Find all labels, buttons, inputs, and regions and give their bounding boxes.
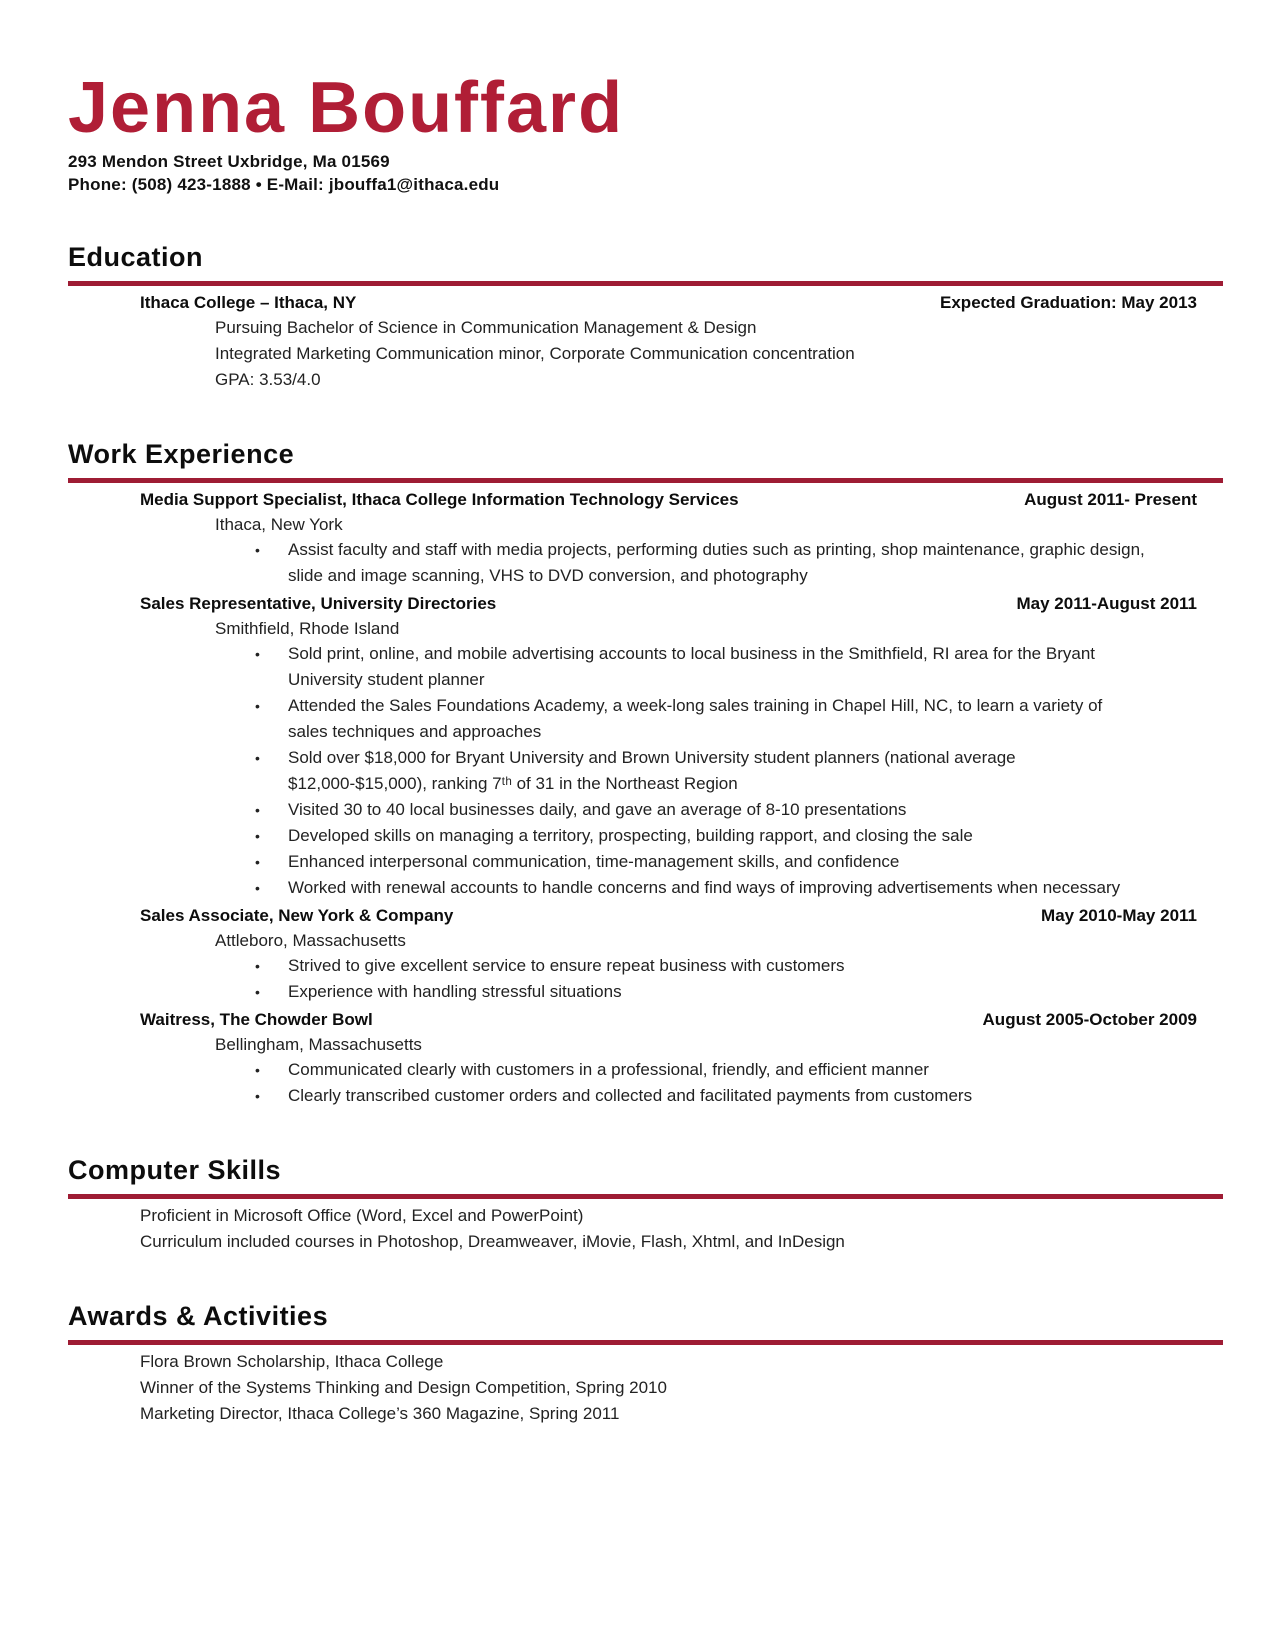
job-entry bbox=[68, 903, 1223, 1005]
bullet-text: Sold over $18,000 for Bryant University and Brown University student planners (national average $12,000-$15,000), ranking 7ᵗʰ of 31 in the Northeast Region bbox=[288, 748, 1016, 793]
work-rule bbox=[68, 478, 1223, 483]
job-bullet bbox=[68, 1083, 1223, 1109]
education-rule bbox=[68, 281, 1223, 286]
bullet-text: Sold print, online, and mobile advertising accounts to local business in the Smithfield, RI area for the Bryant University student planner bbox=[288, 644, 1095, 689]
awards-rule bbox=[68, 1340, 1223, 1345]
computer-skills-rule bbox=[68, 1194, 1223, 1199]
job-bullet bbox=[68, 693, 1223, 745]
section-work-experience bbox=[68, 439, 1223, 1109]
job-entry-head bbox=[68, 591, 1223, 616]
graduation-date: Expected Graduation: May 2013 bbox=[940, 293, 1197, 312]
job-entry bbox=[68, 1007, 1223, 1109]
bullet-text: Attended the Sales Foundations Academy, a week-long sales training in Chapel Hill, NC, to learn a variety of sales techniques and approaches bbox=[288, 696, 1103, 741]
education-detail: Pursuing Bachelor of Science in Communication Management & Design bbox=[215, 318, 757, 337]
education-detail: GPA: 3.53/4.0 bbox=[215, 370, 321, 389]
job-title: Sales Associate, New York & Company bbox=[140, 906, 454, 925]
bullet-icon: • bbox=[255, 984, 260, 1000]
bullet-icon: • bbox=[255, 880, 260, 896]
computer-skills-heading: Computer Skills bbox=[68, 1155, 282, 1185]
job-bullet bbox=[68, 849, 1223, 875]
bullet-text: Assist faculty and staff with media projects, performing duties such as printing, shop maintenance, graphic design, slide and image scanning, VHS to DVD conversion, and photography bbox=[288, 540, 1145, 585]
skills-line: Proficient in Microsoft Office (Word, Excel and PowerPoint) bbox=[140, 1206, 584, 1225]
job-location: Bellingham, Massachusetts bbox=[215, 1035, 422, 1054]
bullet-text: Clearly transcribed customer orders and collected and facilitated payments from customers bbox=[288, 1086, 973, 1105]
resume-header bbox=[68, 70, 1223, 196]
job-bullet bbox=[68, 823, 1223, 849]
job-bullet bbox=[68, 537, 1223, 589]
job-bullet bbox=[68, 797, 1223, 823]
job-entry-head bbox=[68, 903, 1223, 928]
education-heading: Education bbox=[68, 242, 204, 272]
job-entry-head bbox=[68, 487, 1223, 512]
job-date: May 2011-August 2011 bbox=[1016, 594, 1197, 613]
bullet-icon: • bbox=[255, 1088, 260, 1104]
job-bullet bbox=[68, 875, 1223, 901]
bullet-icon: • bbox=[255, 802, 260, 818]
bullet-icon: • bbox=[255, 958, 260, 974]
bullet-icon: • bbox=[255, 854, 260, 870]
job-date: August 2011- Present bbox=[1024, 490, 1197, 509]
award-line: Flora Brown Scholarship, Ithaca College bbox=[140, 1352, 444, 1371]
bullet-text: Developed skills on managing a territory, prospecting, building rapport, and closing the sale bbox=[288, 826, 973, 845]
bullet-icon: • bbox=[255, 646, 260, 662]
skills-line: Curriculum included courses in Photoshop, Dreamweaver, iMovie, Flash, Xhtml, and InDesign bbox=[140, 1232, 845, 1251]
bullet-text: Enhanced interpersonal communication, time-management skills, and confidence bbox=[288, 852, 900, 871]
section-awards-activities bbox=[68, 1301, 1223, 1427]
job-bullet bbox=[68, 953, 1223, 979]
job-title: Media Support Specialist, Ithaca College Information Technology Services bbox=[140, 490, 739, 509]
bullet-text: Worked with renewal accounts to handle concerns and find ways of improving advertisements when necessary bbox=[288, 878, 1121, 897]
bullet-text: Strived to give excellent service to ensure repeat business with customers bbox=[288, 956, 845, 975]
job-entry bbox=[68, 487, 1223, 589]
job-title: Waitress, The Chowder Bowl bbox=[140, 1010, 373, 1029]
bullet-icon: • bbox=[255, 1062, 260, 1078]
school-name: Ithaca College – Ithaca, NY bbox=[140, 293, 357, 312]
section-education bbox=[68, 242, 1223, 393]
bullet-text: Visited 30 to 40 local businesses daily, and gave an average of 8-10 presentations bbox=[288, 800, 907, 819]
job-bullet bbox=[68, 745, 1223, 797]
job-entry-head bbox=[68, 1007, 1223, 1032]
job-bullet bbox=[68, 641, 1223, 693]
bullet-text: Experience with handling stressful situations bbox=[288, 982, 622, 1001]
job-date: August 2005-October 2009 bbox=[982, 1010, 1197, 1029]
job-bullet bbox=[68, 1057, 1223, 1083]
contact-block bbox=[68, 150, 1223, 196]
phone-email-line: Phone: (508) 423-1888 • E-Mail: jbouffa1@ithaca.edu bbox=[68, 175, 500, 194]
job-entry bbox=[68, 591, 1223, 901]
bullet-icon: • bbox=[255, 750, 260, 766]
bullet-icon: • bbox=[255, 542, 260, 558]
job-location: Smithfield, Rhode Island bbox=[215, 619, 400, 638]
award-line: Winner of the Systems Thinking and Design Competition, Spring 2010 bbox=[140, 1378, 667, 1397]
job-location: Ithaca, New York bbox=[215, 515, 343, 534]
bullet-icon: • bbox=[255, 828, 260, 844]
job-date: May 2010-May 2011 bbox=[1041, 906, 1197, 925]
person-name: Jenna Bouffard bbox=[68, 68, 625, 148]
address-line: 293 Mendon Street Uxbridge, Ma 01569 bbox=[68, 152, 390, 171]
bullet-text: Communicated clearly with customers in a professional, friendly, and efficient manner bbox=[288, 1060, 929, 1079]
education-detail: Integrated Marketing Communication minor, Corporate Communication concentration bbox=[215, 344, 855, 363]
job-location: Attleboro, Massachusetts bbox=[215, 931, 406, 950]
bullet-icon: • bbox=[255, 698, 260, 714]
work-heading: Work Experience bbox=[68, 439, 295, 469]
job-title: Sales Representative, University Directories bbox=[140, 594, 497, 613]
section-computer-skills bbox=[68, 1155, 1223, 1255]
job-bullet bbox=[68, 979, 1223, 1005]
education-entry-head bbox=[68, 290, 1223, 315]
award-line: Marketing Director, Ithaca College’s 360 Magazine, Spring 2011 bbox=[140, 1404, 620, 1423]
awards-heading: Awards & Activities bbox=[68, 1301, 329, 1331]
